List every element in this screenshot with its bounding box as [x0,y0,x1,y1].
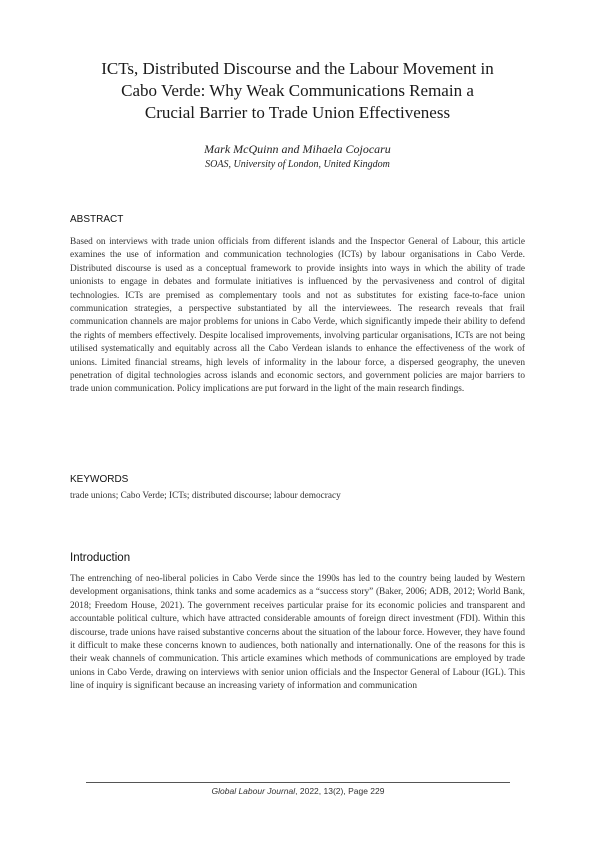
footer-divider [86,782,510,783]
page-footer [86,786,510,796]
article-title [60,58,535,124]
introduction-heading: Introduction [70,552,131,564]
footer-citation: , 2022, 13(2), Page 229 [295,786,385,796]
keywords-text: trade unions; Cabo Verde; ICTs; distributed discourse; labour democracy [70,491,341,501]
title-line: Crucial Barrier to Trade Union Effectiveness [144,103,451,122]
title-line: Cabo Verde: Why Weak Communications Remain a [121,81,474,100]
authors: Mark McQuinn and Mihaela Cojocaru [204,142,391,156]
abstract-text: Based on interviews with trade union officials from different islands and the Inspector General of Labour, this article examines the use of information and communication technologies (ICTs) by labour organisations in Cabo Verde. Distributed discourse is used as a conceptual framework to provide insights into ways in which the ability of trade unionists to engage in debates and formulate initiatives is influenced by the pervasiveness and control of digital technologies. ICTs are premised as complementary tools and not as substitutes for existing face-to-face union communication strategies, a perspective substantiated by all the interviewees. The research reveals that frail communication channels are major problems for unions in Cabo Verde, which significantly impede their ability to defend the rights of members effectively. Despite localised improvements, involving particular organisations, ICTs are not being utilised systematically and equitably across all the Cabo Verdean islands to enhance the effectiveness of the work of unions. Limited financial streams, high levels of informality in the labour force, a dispersed geography, the uneven penetration of digital technologies across islands and economic sectors, and government policies are major barriers to trade union communication. Policy implications are put forward in the light of the main research findings. [70,237,525,395]
abstract-heading: ABSTRACT [70,214,124,225]
title-line: ICTs, Distributed Discourse and the Labour Movement in [101,59,494,78]
keywords-heading: KEYWORDS [70,474,129,485]
affiliation: SOAS, University of London, United Kingdom [205,159,390,170]
introduction-text: The entrenching of neo-liberal policies in Cabo Verde since the 1990s has led to the country being lauded by Western development organisations, think tanks and some academics as a “success story” (Baker, 2006; ADB, 2012; World Bank, 2018; Freedom House, 2021). The government receives particular praise for its economic policies and transparent and accountable political culture, which have attracted considerable amounts of foreign direct investment (FDI). Within this discourse, trade unions have raised substantive concerns about the situation of the labour force. However, they have found it difficult to make these concerns known to audiences, both nationally and internationally. One of the reasons for this is their weak channels of communication. This article examines which methods of communications are employed by trade unions in Cabo Verde, drawing on interviews with senior union officials and the Inspector General of Labour (IGL). This line of inquiry is significant because an increasing variety of information and communication [70,574,525,692]
journal-name: Global Labour Journal [211,786,296,796]
